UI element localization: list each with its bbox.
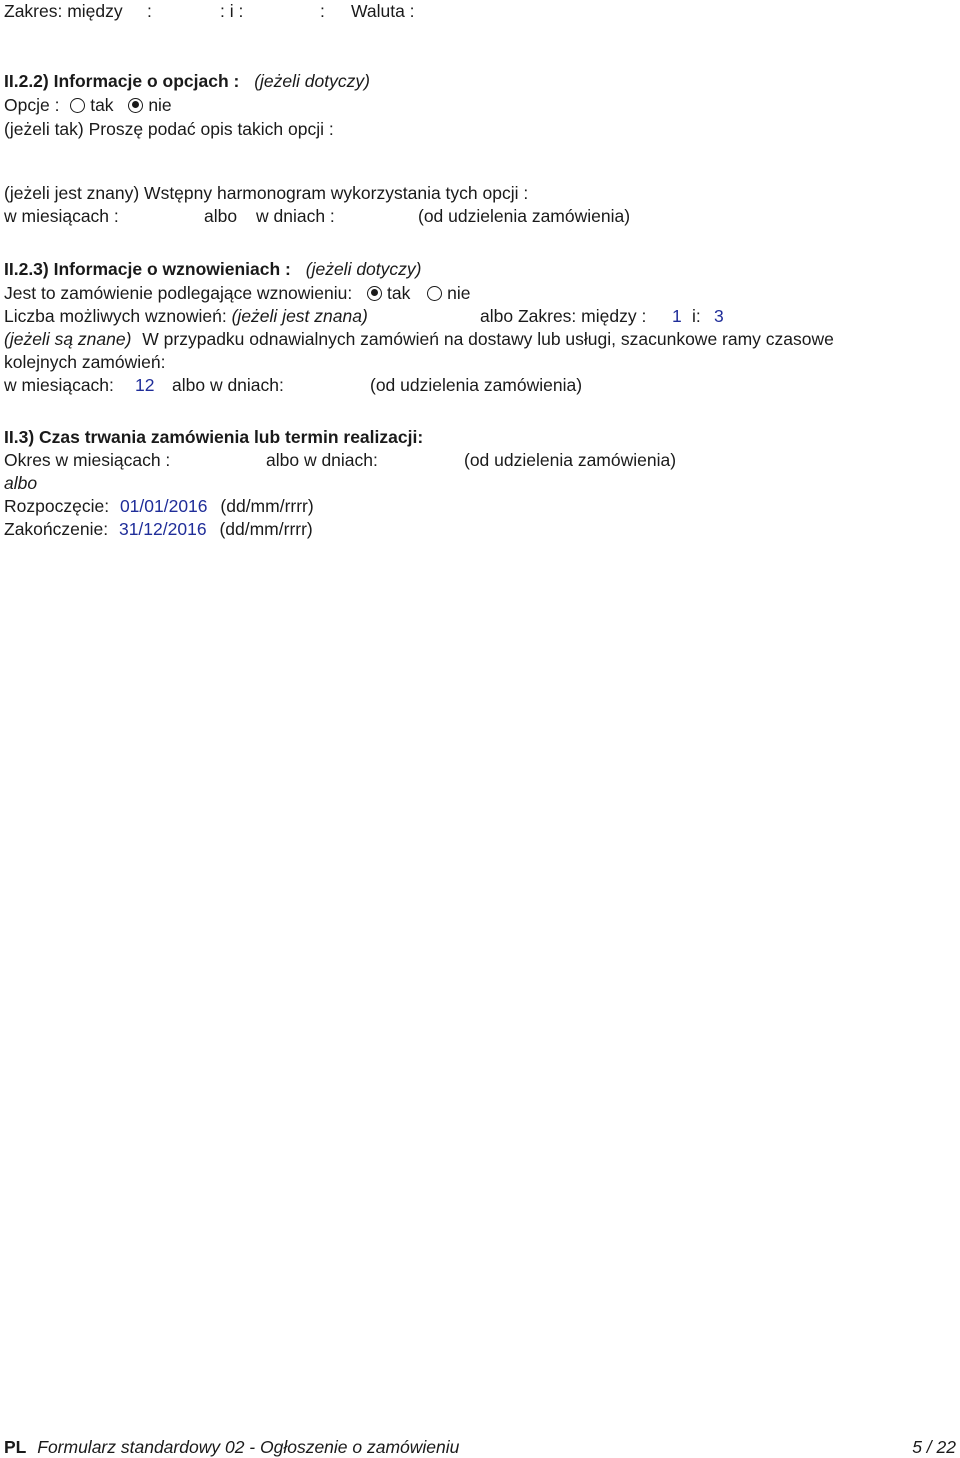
wznowienie-row [4,282,470,304]
zakres-colon: : [147,1,152,21]
renewal-duration-row [4,374,583,396]
opcje-tak-label: tak [90,95,114,115]
options-heading-note: (jeżeli dotyczy) [254,71,370,91]
opcje-label: Opcje : [4,95,60,115]
renewals-heading-title: II.2.3) Informacje o wznowieniach : [4,259,291,279]
opcje-tak-radio[interactable] [70,98,85,113]
wznowienie-tak-label: tak [387,283,411,303]
options-heading-title: II.2.2) Informacje o opcjach : [4,71,240,91]
znane-note: (jeżeli są znane) [4,329,132,349]
zakonczenie-format: (dd/mm/rrrr) [219,519,313,539]
renewal-od-udzielenia-label: (od udzielenia zamówienia) [370,375,583,395]
albo-label: albo [204,206,238,226]
liczba-label: Liczba możliwych wznowień: [4,306,227,326]
okres-row [4,449,677,471]
zakres-label: Zakres: między [4,1,123,21]
wznowienie-tak-radio[interactable] [367,286,382,301]
wznowienie-nie-label: nie [447,283,471,303]
footer-page-number: 5 / 22 [912,1437,956,1457]
okres-albo-dniach-label: albo w dniach: [266,450,378,470]
footer-lang: PL [4,1437,27,1457]
section-renewals-heading [4,258,421,280]
opcje-desc-prompt: (jeżeli tak) Proszę podać opis takich opcji : [4,119,334,139]
liczba-note: (jeżeli jest znana) [231,306,368,326]
w-miesiacach-label: w miesiącach : [4,206,119,226]
renewal-w-miesiacach-label: w miesiącach: [4,375,114,395]
albo-italic: albo [4,473,38,493]
section-options-heading [4,70,370,92]
podlegajace-label: Jest to zamówienie podlegające wznowieniu: [4,283,353,303]
opcje-nie-radio[interactable] [128,98,143,113]
od-udzielenia-label: (od udzielenia zamówienia) [418,206,631,226]
zakres-to-value: 3 [714,306,724,326]
okres-label: Okres w miesiącach : [4,450,171,470]
zakres-i-label: i: [692,306,701,326]
albo-zakres-label: albo Zakres: między : [480,306,647,326]
zakres-colon-2: : [320,1,325,21]
zakonczenie-value: 31/12/2016 [118,519,207,539]
zakres-i-colon: : i : [220,1,244,21]
liczba-row [4,305,724,327]
ramy-text-2: kolejnych zamówień: [4,352,166,372]
opcje-row [4,94,172,116]
harmonogram-line: (jeżeli jest znany) Wstępny harmonogram wykorzystania tych opcji : [4,183,529,203]
zakonczenie-row [4,518,313,540]
zakres-from-value: 1 [672,306,682,326]
w-dniach-label: w dniach : [256,206,335,226]
zakonczenie-label: Zakończenie: [4,519,109,539]
rozpoczecie-row [4,495,314,517]
renewal-albo-dniach-label: albo w dniach: [172,375,284,395]
waluta-label: Waluta : [351,1,415,21]
rozpoczecie-label: Rozpoczęcie: [4,496,110,516]
okres-od-udzielenia-label: (od udzielenia zamówienia) [464,450,677,470]
renewals-heading-note: (jeżeli dotyczy) [305,259,422,279]
zakres-line [4,0,415,22]
section-duration-heading: II.3) Czas trwania zamówienia lub termin realizacji: [4,427,424,447]
rozpoczecie-format: (dd/mm/rrrr) [220,496,314,516]
ramy-text-1: W przypadku odnawialnych zamówień na dostawy lub usługi, szacunkowe ramy czasowe [142,329,834,349]
page-footer [4,1436,956,1458]
ramy-row-1 [4,328,834,350]
wznowienie-nie-radio[interactable] [427,286,442,301]
options-duration-row [4,205,631,227]
opcje-nie-label: nie [148,95,172,115]
renewal-miesiace-value: 12 [135,375,155,395]
footer-form-title: Formularz standardowy 02 - Ogłoszenie o zamówieniu [37,1437,460,1457]
rozpoczecie-value: 01/01/2016 [119,496,208,516]
